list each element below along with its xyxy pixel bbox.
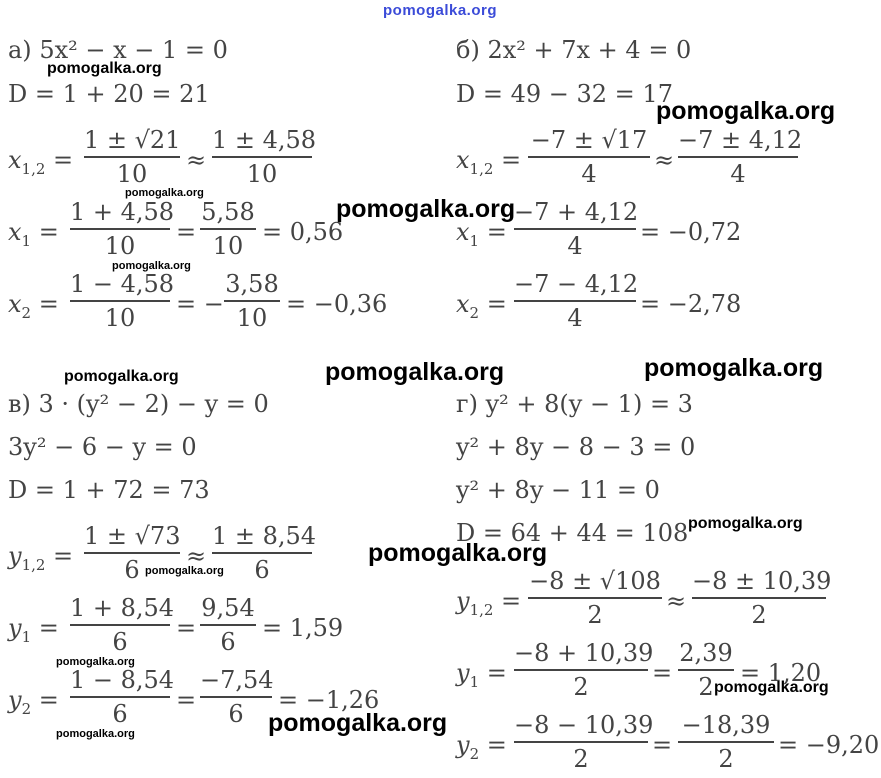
watermark: pomogalka.org bbox=[47, 60, 162, 77]
problem-g-line3: y² + 8y − 11 = 0 bbox=[456, 476, 660, 504]
problem-g-y1-mid: 2,39 2 bbox=[679, 639, 733, 701]
problem-v-y2-value: = −1,26 bbox=[278, 686, 380, 714]
problem-g-y1-label: $y_1$ = bbox=[456, 659, 507, 691]
problem-a-roots-fraction: 1 ± √21 10 bbox=[84, 126, 181, 188]
problem-g-y2-mid: −18,39 2 bbox=[678, 711, 774, 773]
watermark: pomogalka.org bbox=[125, 187, 204, 199]
watermark: pomogalka.org bbox=[368, 539, 548, 567]
watermark: pomogalka.org bbox=[644, 354, 824, 382]
problem-v-y1-value: = 1,59 bbox=[262, 614, 344, 642]
problem-a-x1-fraction: 1 + 4,58 10 bbox=[70, 198, 175, 260]
problem-a-x1-mid: 5,58 10 bbox=[201, 198, 255, 260]
watermark: pomogalka.org bbox=[714, 679, 829, 696]
watermark: pomogalka.org bbox=[336, 195, 516, 223]
problem-g-equation: г) y² + 8(y − 1) = 3 bbox=[456, 390, 693, 418]
problem-v-y1-mid: 9,54 6 bbox=[201, 594, 255, 656]
watermark: pomogalka.org bbox=[56, 656, 135, 668]
problem-a-discriminant: D = 1 + 20 = 21 bbox=[8, 80, 210, 108]
problem-v-y2-mid: −7,54 6 bbox=[200, 666, 274, 728]
equals-sign: = bbox=[652, 659, 673, 687]
problem-b-x1-value: = −0,72 bbox=[640, 218, 742, 246]
watermark: pomogalka.org bbox=[325, 358, 505, 386]
problem-b-equation: б) 2x² + 7x + 4 = 0 bbox=[456, 36, 692, 64]
problem-v-y2-fraction: 1 − 8,54 6 bbox=[70, 666, 175, 728]
problem-a-x1-label: $x_1$ = bbox=[8, 218, 59, 250]
problem-a-equation: а) 5x² − x − 1 = 0 bbox=[8, 36, 228, 64]
problem-a-x2-value: = −0,36 bbox=[286, 290, 388, 318]
watermark: pomogalka.org bbox=[56, 728, 135, 740]
approx-sign: ≈ bbox=[186, 542, 207, 570]
problem-g-y1-value: = 1,20 bbox=[740, 659, 822, 687]
problem-b-x2-value: = −2,78 bbox=[640, 290, 742, 318]
problem-a-roots-label: $x_{1,2}$ = bbox=[8, 146, 74, 178]
equals-sign: = bbox=[652, 731, 673, 759]
watermark: pomogalka.org bbox=[112, 260, 191, 272]
problem-b-discriminant: D = 49 − 32 = 17 bbox=[456, 80, 673, 108]
problem-g-discriminant: D = 64 + 44 = 108 bbox=[456, 519, 689, 547]
problem-v-roots-approx: 1 ± 8,54 6 bbox=[212, 522, 317, 584]
problem-g-roots-label: $y_{1,2}$ = bbox=[456, 587, 522, 619]
problem-b-roots-label: $x_{1,2}$ = bbox=[456, 146, 522, 178]
approx-sign: ≈ bbox=[666, 587, 687, 615]
problem-b-x2-label: $x_2$ = bbox=[456, 290, 507, 322]
problem-v-y2-label: $y_2$ = bbox=[8, 686, 59, 718]
problem-a-x2-label: $x_2$ = bbox=[8, 290, 59, 322]
problem-v-y1-fraction: 1 + 8,54 6 bbox=[70, 594, 175, 656]
problem-b-x1-fraction: −7 + 4,12 4 bbox=[514, 198, 639, 260]
watermark: pomogalka.org bbox=[268, 709, 448, 737]
problem-a-x2-fraction: 1 − 4,58 10 bbox=[70, 270, 175, 332]
problem-b-x2-fraction: −7 − 4,12 4 bbox=[514, 270, 639, 332]
problem-g-line2: y² + 8y − 8 − 3 = 0 bbox=[456, 433, 696, 461]
problem-g-y1-fraction: −8 + 10,39 2 bbox=[514, 639, 654, 701]
equals-sign: = bbox=[176, 614, 197, 642]
problem-g-roots-approx: −8 ± 10,39 2 bbox=[692, 567, 832, 629]
watermark-top: pomogalka.org bbox=[383, 2, 498, 19]
problem-g-y2-value: = −9,20 bbox=[778, 731, 880, 759]
equals-sign: = bbox=[176, 686, 197, 714]
watermark: pomogalka.org bbox=[656, 97, 836, 125]
problem-v-y1-label: $y_1$ = bbox=[8, 614, 59, 646]
approx-sign: ≈ bbox=[654, 146, 675, 174]
problem-b-roots-approx: −7 ± 4,12 4 bbox=[678, 126, 803, 188]
equals-minus-sign: = − bbox=[176, 290, 224, 318]
watermark: pomogalka.org bbox=[64, 368, 179, 385]
watermark: pomogalka.org bbox=[145, 565, 224, 577]
problem-b-x1-label: $x_1$ = bbox=[456, 218, 507, 250]
problem-g-y2-label: $y_2$ = bbox=[456, 731, 507, 763]
problem-v-discriminant: D = 1 + 72 = 73 bbox=[8, 476, 210, 504]
problem-g-y2-fraction: −8 − 10,39 2 bbox=[514, 711, 654, 773]
problem-a-x1-value: = 0,56 bbox=[262, 218, 344, 246]
problem-v-equation: в) 3 · (y² − 2) − y = 0 bbox=[8, 390, 269, 418]
problem-a-x2-mid: 3,58 10 bbox=[225, 270, 279, 332]
problem-g-roots-fraction: −8 ± √108 2 bbox=[529, 567, 661, 629]
problem-v-roots-label: $y_{1,2}$ = bbox=[8, 542, 74, 574]
problem-b-roots-fraction: −7 ± √17 4 bbox=[528, 126, 650, 188]
problem-v-line2: 3y² − 6 − y = 0 bbox=[8, 433, 197, 461]
problem-a-roots-approx: 1 ± 4,58 10 bbox=[212, 126, 317, 188]
problem-v-roots-fraction: 1 ± √73 6 bbox=[84, 522, 181, 584]
watermark: pomogalka.org bbox=[688, 515, 803, 532]
approx-sign: ≈ bbox=[186, 146, 207, 174]
equals-sign: = bbox=[176, 218, 197, 246]
